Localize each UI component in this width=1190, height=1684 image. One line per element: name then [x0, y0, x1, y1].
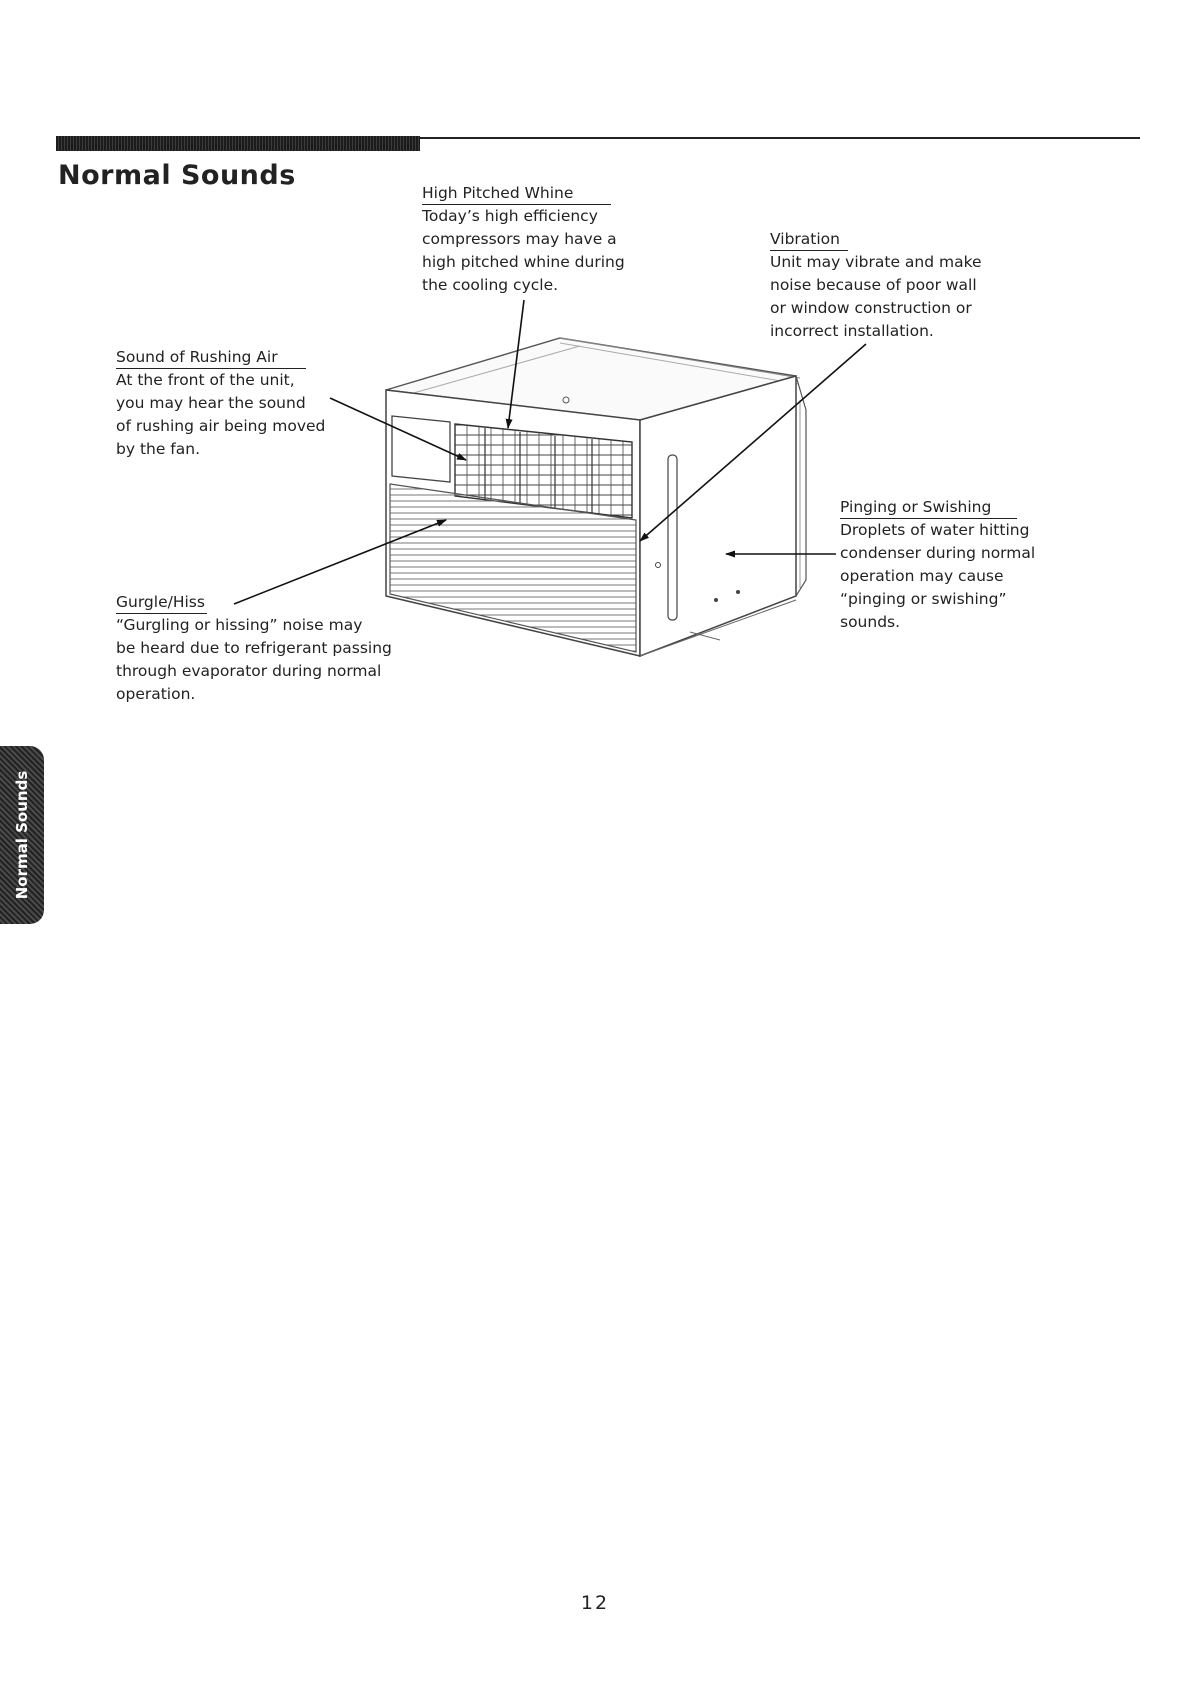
callout-line: Today’s high efficiency [422, 207, 598, 225]
callout-line: “pinging or swishing” [840, 590, 1007, 608]
callout-line: operation may cause [840, 567, 1004, 585]
callout-label: Sound of Rushing Air [116, 346, 306, 369]
callout-line: incorrect installation. [770, 322, 934, 340]
callout-line: high pitched whine during [422, 253, 625, 271]
section-side-tab [0, 746, 44, 924]
callout-line: operation. [116, 685, 196, 703]
callout-label: Gurgle/Hiss [116, 591, 207, 614]
callout-line: At the front of the unit, [116, 371, 295, 389]
page-title: Normal Sounds [58, 160, 296, 191]
page-number: 12 [580, 1592, 610, 1614]
side-tab-label: Normal Sounds [13, 770, 31, 900]
callout-line: the cooling cycle. [422, 276, 559, 294]
callout-rushing-air [116, 346, 325, 461]
callout-line: by the fan. [116, 440, 201, 458]
callout-label: High Pitched Whine [422, 182, 611, 205]
callout-vibration [770, 228, 982, 343]
callout-label: Pinging or Swishing [840, 496, 1017, 519]
callout-line: or window construction or [770, 299, 972, 317]
callout-line: “Gurgling or hissing” noise may [116, 616, 363, 634]
unit-side [640, 376, 796, 656]
callout-line: be heard due to refrigerant passing [116, 639, 392, 657]
callout-line: through evaporator during normal [116, 662, 382, 680]
callout-pinging [840, 496, 1035, 634]
callout-line: sounds. [840, 613, 901, 631]
callout-line: condenser during normal [840, 544, 1036, 562]
callout-high-pitched-whine [422, 182, 625, 297]
callout-label: Vibration [770, 228, 848, 251]
callout-line: of rushing air being moved [116, 417, 326, 435]
callout-line: Unit may vibrate and make [770, 253, 982, 271]
callout-line: noise because of poor wall [770, 276, 977, 294]
callout-line: Droplets of water hitting [840, 521, 1030, 539]
callout-gurgle-hiss [116, 591, 392, 706]
callout-line: you may hear the sound [116, 394, 306, 412]
callout-line: compressors may have a [422, 230, 617, 248]
